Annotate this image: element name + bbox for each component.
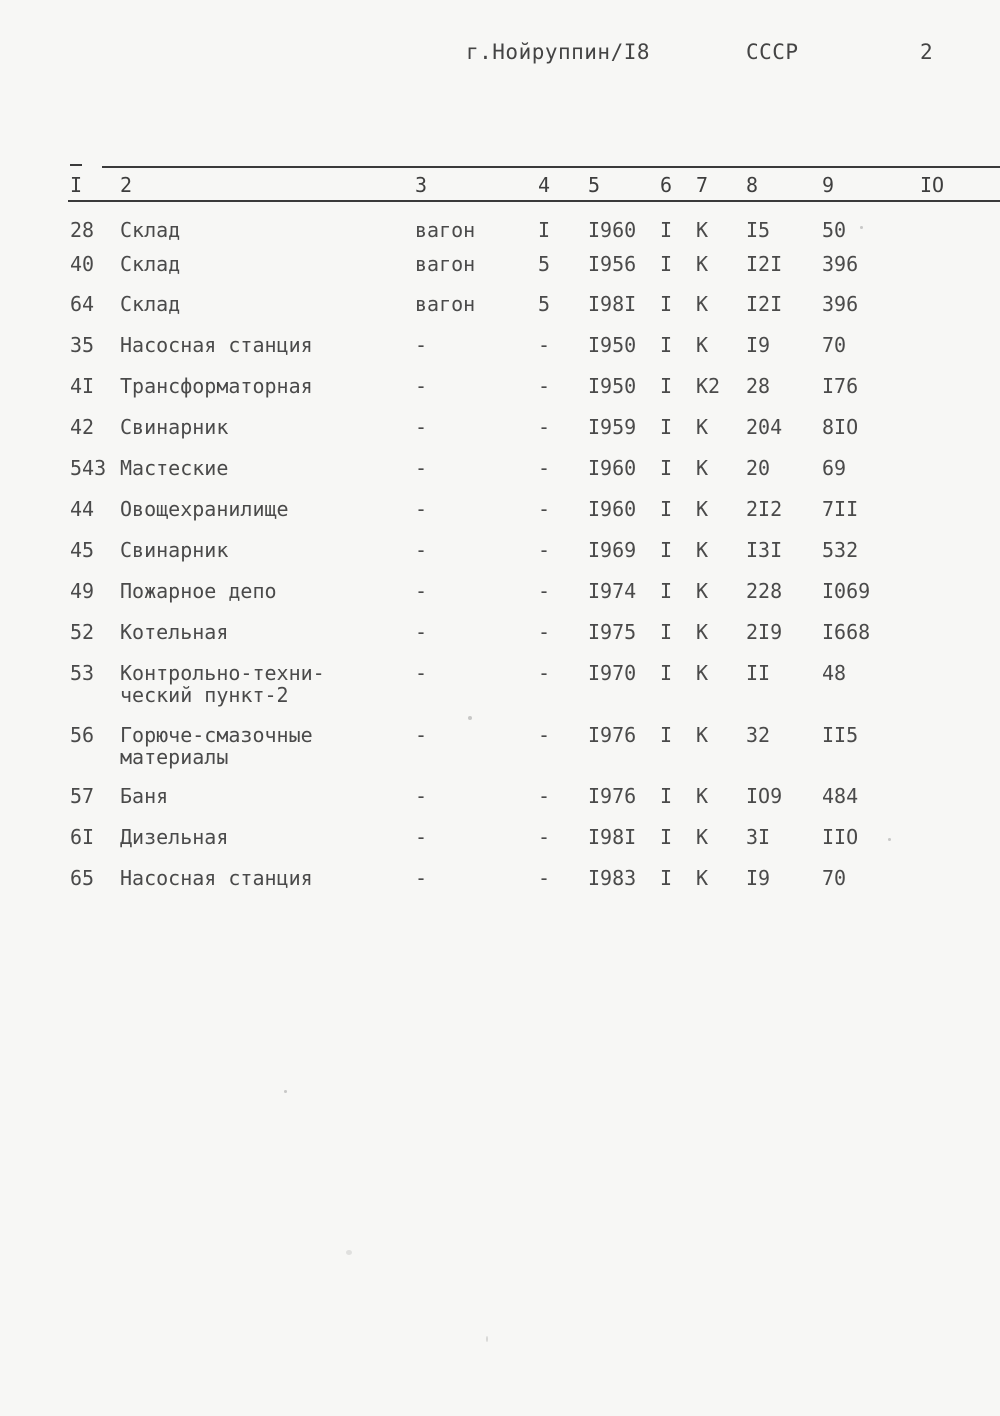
table-cell-c1: 57 [70, 784, 95, 808]
rule-tick-mark [70, 164, 82, 166]
table-cell-c1: 52 [70, 620, 95, 644]
table-cell-c8: I2I [746, 292, 783, 316]
table-cell-c3: - [415, 866, 428, 890]
table-cell-c2: Свинарник [120, 538, 229, 562]
paper-speck [468, 716, 472, 720]
table-cell-c3: - [415, 415, 428, 439]
table-cell-c5: I970 [588, 661, 637, 685]
table-cell-c1: 65 [70, 866, 95, 890]
table-cell-c4: - [538, 538, 551, 562]
table-cell-c1: 4I [70, 374, 95, 398]
table-cell-c4: - [538, 723, 551, 747]
table-cell-c8: 2I9 [746, 620, 783, 644]
table-cell-c8: 204 [746, 415, 783, 439]
table-cell-c7: К [696, 292, 709, 316]
table-cell-c7: К [696, 620, 709, 644]
table-cell-c3: - [415, 620, 428, 644]
table-cell-c9: II5 [822, 723, 859, 747]
table-cell-c4: I [538, 218, 551, 242]
column-header-6: 6 [660, 173, 673, 197]
table-cell-c7: К [696, 415, 709, 439]
table-cell-c3: - [415, 784, 428, 808]
table-cell-c2: Контрольно-техни- ческий пункт-2 [120, 661, 325, 707]
table-cell-c2: Мастеские [120, 456, 229, 480]
table-cell-c2: Дизельная [120, 825, 229, 849]
table-cell-c5: I974 [588, 579, 637, 603]
table-cell-c2: Овощехранилище [120, 497, 289, 521]
table-cell-c9: 532 [822, 538, 859, 562]
table-cell-c5: I975 [588, 620, 637, 644]
table-cell-c2: Склад [120, 218, 181, 242]
table-cell-c9: I76 [822, 374, 859, 398]
table-cell-c9: 396 [822, 252, 859, 276]
table-cell-c9: I668 [822, 620, 871, 644]
table-cell-c6: I [660, 579, 673, 603]
table-cell-c9: I069 [822, 579, 871, 603]
table-cell-c3: - [415, 723, 428, 747]
table-cell-c9: 484 [822, 784, 859, 808]
column-header-8: 8 [746, 173, 759, 197]
table-cell-c9: 48 [822, 661, 847, 685]
table-cell-c6: I [660, 497, 673, 521]
table-cell-c2: Насосная станция [120, 333, 313, 357]
table-cell-c3: - [415, 456, 428, 480]
table-cell-c6: I [660, 723, 673, 747]
table-cell-c5: I950 [588, 333, 637, 357]
table-cell-c5: I960 [588, 497, 637, 521]
table-cell-c3: - [415, 538, 428, 562]
table-cell-c7: К [696, 538, 709, 562]
table-cell-c1: 45 [70, 538, 95, 562]
table-cell-c9: 50 [822, 218, 847, 242]
table-cell-c6: I [660, 292, 673, 316]
table-cell-c7: К [696, 784, 709, 808]
table-cell-c8: I9 [746, 866, 771, 890]
table-cell-c4: - [538, 456, 551, 480]
table-cell-c6: I [660, 866, 673, 890]
table-cell-c5: I960 [588, 218, 637, 242]
table-cell-c5: I969 [588, 538, 637, 562]
table-cell-c7: К [696, 497, 709, 521]
table-cell-c2: Склад [120, 252, 181, 276]
table-cell-c3: - [415, 333, 428, 357]
table-top-rule [102, 166, 1000, 168]
table-cell-c1: 49 [70, 579, 95, 603]
table-cell-c1: 6I [70, 825, 95, 849]
table-cell-c6: I [660, 538, 673, 562]
table-cell-c7: К [696, 218, 709, 242]
header-city: г.Нойруппин/I8 [466, 40, 651, 64]
column-header-1: I [70, 173, 83, 197]
table-cell-c5: I976 [588, 723, 637, 747]
table-cell-c2: Свинарник [120, 415, 229, 439]
table-cell-c3: вагон [415, 218, 476, 242]
table-cell-c2: Трансформаторная [120, 374, 313, 398]
table-cell-c4: - [538, 333, 551, 357]
table-cell-c7: К [696, 333, 709, 357]
paper-speck [346, 1250, 352, 1255]
table-cell-c2: Горюче-смазочные материалы [120, 723, 313, 769]
table-header-rule [68, 200, 1000, 202]
table-cell-c5: I98I [588, 825, 637, 849]
table-cell-c4: - [538, 579, 551, 603]
table-cell-c9: 70 [822, 866, 847, 890]
table-cell-c2: Баня [120, 784, 169, 808]
table-cell-c8: 32 [746, 723, 771, 747]
table-cell-c2: Пожарное депо [120, 579, 277, 603]
table-cell-c8: IO9 [746, 784, 783, 808]
page-number: 2 [920, 40, 934, 64]
paper-speck [860, 226, 863, 229]
table-cell-c4: - [538, 415, 551, 439]
column-header-3: 3 [415, 173, 428, 197]
table-cell-c3: - [415, 579, 428, 603]
table-cell-c5: I976 [588, 784, 637, 808]
header-country: СССР [746, 40, 799, 64]
table-cell-c9: IIO [822, 825, 859, 849]
column-header-7: 7 [696, 173, 709, 197]
table-cell-c4: - [538, 866, 551, 890]
table-cell-c7: К [696, 252, 709, 276]
table-cell-c8: 28 [746, 374, 771, 398]
table-cell-c9: 70 [822, 333, 847, 357]
table-cell-c9: 7II [822, 497, 859, 521]
table-cell-c4: - [538, 374, 551, 398]
table-cell-c6: I [660, 456, 673, 480]
table-cell-c1: 35 [70, 333, 95, 357]
table-cell-c2: Склад [120, 292, 181, 316]
table-cell-c3: - [415, 497, 428, 521]
table-cell-c7: К2 [696, 374, 721, 398]
paper-speck [888, 838, 891, 841]
table-cell-c5: I950 [588, 374, 637, 398]
table-cell-c4: - [538, 784, 551, 808]
table-cell-c6: I [660, 620, 673, 644]
table-cell-c4: - [538, 620, 551, 644]
table-cell-c4: - [538, 825, 551, 849]
table-cell-c6: I [660, 825, 673, 849]
table-cell-c3: вагон [415, 252, 476, 276]
table-cell-c4: - [538, 661, 551, 685]
table-cell-c6: I [660, 415, 673, 439]
table-cell-c8: II [746, 661, 771, 685]
paper-speck [486, 1336, 488, 1342]
table-cell-c7: К [696, 866, 709, 890]
table-cell-c2: Насосная станция [120, 866, 313, 890]
table-cell-c3: - [415, 374, 428, 398]
table-cell-c2: Котельная [120, 620, 229, 644]
table-cell-c7: К [696, 579, 709, 603]
table-cell-c9: 396 [822, 292, 859, 316]
table-cell-c6: I [660, 661, 673, 685]
column-header-10: IO [920, 173, 945, 197]
table-cell-c1: 40 [70, 252, 95, 276]
table-cell-c1: 28 [70, 218, 95, 242]
table-cell-c1: 53 [70, 661, 95, 685]
table-cell-c4: 5 [538, 252, 551, 276]
paper-speck [284, 1090, 287, 1093]
table-cell-c4: - [538, 497, 551, 521]
table-cell-c7: К [696, 456, 709, 480]
table-cell-c6: I [660, 374, 673, 398]
table-cell-c5: I956 [588, 252, 637, 276]
table-cell-c6: I [660, 784, 673, 808]
table-cell-c6: I [660, 252, 673, 276]
column-header-9: 9 [822, 173, 835, 197]
table-cell-c1: 44 [70, 497, 95, 521]
table-cell-c7: К [696, 661, 709, 685]
table-cell-c7: К [696, 825, 709, 849]
table-cell-c3: - [415, 661, 428, 685]
table-cell-c8: I9 [746, 333, 771, 357]
table-cell-c9: 8IO [822, 415, 859, 439]
table-cell-c4: 5 [538, 292, 551, 316]
table-cell-c5: I960 [588, 456, 637, 480]
table-cell-c5: I959 [588, 415, 637, 439]
table-cell-c7: К [696, 723, 709, 747]
table-cell-c3: вагон [415, 292, 476, 316]
table-cell-c1: 56 [70, 723, 95, 747]
column-header-2: 2 [120, 173, 133, 197]
table-cell-c5: I983 [588, 866, 637, 890]
column-header-4: 4 [538, 173, 551, 197]
table-cell-c9: 69 [822, 456, 847, 480]
table-cell-c1: 64 [70, 292, 95, 316]
table-cell-c1: 42 [70, 415, 95, 439]
table-cell-c3: - [415, 825, 428, 849]
table-cell-c8: 3I [746, 825, 771, 849]
table-cell-c8: 20 [746, 456, 771, 480]
table-cell-c6: I [660, 333, 673, 357]
table-cell-c8: 2I2 [746, 497, 783, 521]
table-cell-c8: I5 [746, 218, 771, 242]
table-cell-c8: I3I [746, 538, 783, 562]
table-cell-c8: 228 [746, 579, 783, 603]
column-header-5: 5 [588, 173, 601, 197]
table-cell-c5: I98I [588, 292, 637, 316]
table-cell-c6: I [660, 218, 673, 242]
table-cell-c8: I2I [746, 252, 783, 276]
table-cell-c1: 543 [70, 456, 107, 480]
